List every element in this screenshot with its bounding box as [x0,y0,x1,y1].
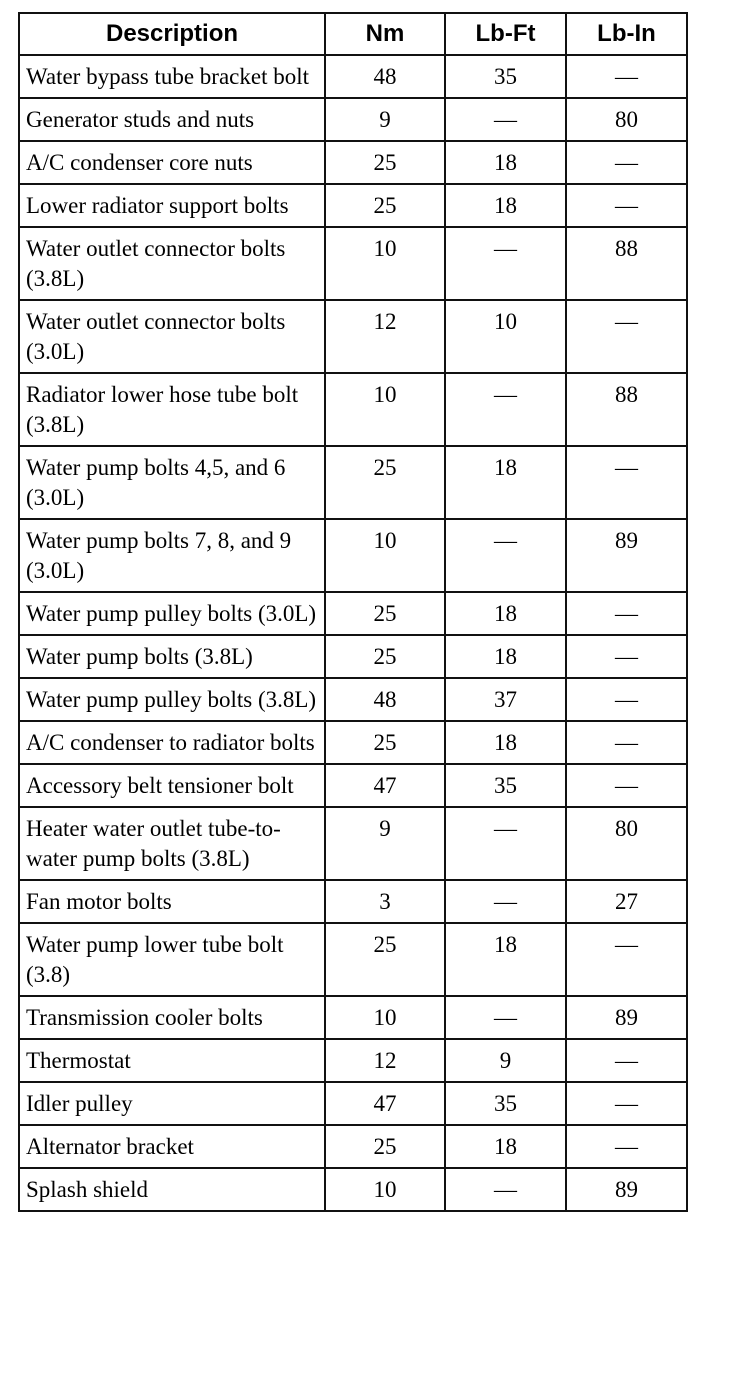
cell-description-text: Water outlet connector bolts (3.8L) [26,236,286,291]
cell-lbin-text: — [615,730,638,755]
cell-description [19,184,325,227]
cell-lbft-text: 18 [494,150,517,175]
cell-lbin-text: 89 [615,528,638,553]
cell-lbft [445,807,566,880]
cell-nm-text: 25 [373,455,397,480]
cell-nm [325,446,445,519]
cell-lbin [566,764,687,807]
cell-lbft [445,678,566,721]
cell-nm-text: 10 [373,1005,397,1030]
cell-lbft [445,141,566,184]
header-row [19,13,687,55]
cell-lbin-text: — [615,309,638,334]
cell-nm-text: 48 [373,64,397,89]
cell-lbin [566,678,687,721]
table-row [19,678,687,721]
table-row [19,184,687,227]
cell-lbin [566,1125,687,1168]
cell-lbft [445,1168,566,1211]
cell-lbft [445,227,566,300]
table-header [19,13,687,55]
cell-lbin [566,1082,687,1125]
cell-lbin-text: — [615,193,638,218]
cell-lbin [566,55,687,98]
cell-nm [325,55,445,98]
cell-lbin-text: 89 [615,1177,638,1202]
cell-lbft [445,55,566,98]
torque-spec-table [18,12,688,1212]
cell-lbft [445,592,566,635]
cell-nm-text: 48 [373,687,397,712]
cell-lbft [445,300,566,373]
header-lbft: Lb-Ft [445,13,566,55]
cell-lbin-text: — [615,601,638,626]
cell-description-text: Water pump bolts 4,5, and 6 (3.0L) [26,455,286,510]
cell-nm-text: 12 [373,309,397,334]
cell-description-text: Water pump bolts 7, 8, and 9 (3.0L) [26,528,292,583]
cell-lbft-text: 18 [494,1134,517,1159]
cell-nm [325,996,445,1039]
cell-nm-text: 25 [373,730,397,755]
cell-lbft-text: 18 [494,932,517,957]
cell-lbft-text: — [494,1005,517,1030]
cell-lbin-text: — [615,644,638,669]
cell-lbin-text: 27 [615,889,638,914]
table-row [19,446,687,519]
cell-lbft-text: 18 [494,193,517,218]
cell-nm [325,141,445,184]
cell-lbin-text: — [615,773,638,798]
header-lbin: Lb-In [566,13,687,55]
cell-nm [325,678,445,721]
cell-description-text: A/C condenser core nuts [26,150,253,175]
cell-lbin-text: — [615,64,638,89]
cell-nm [325,98,445,141]
cell-nm [325,1039,445,1082]
cell-nm [325,721,445,764]
cell-lbft [445,1082,566,1125]
cell-description [19,98,325,141]
cell-lbin [566,141,687,184]
cell-lbin-text: 80 [615,816,638,841]
cell-description-text: Water outlet connector bolts (3.0L) [26,309,286,364]
cell-lbft [445,1039,566,1082]
table-row [19,996,687,1039]
cell-lbft-text: 18 [494,730,517,755]
cell-description-text: Idler pulley [26,1091,133,1116]
cell-nm-text: 25 [373,1134,397,1159]
cell-lbin [566,227,687,300]
cell-lbin-text: 88 [615,382,638,407]
cell-description-text: Water pump bolts (3.8L) [26,644,253,669]
cell-nm-text: 25 [373,193,397,218]
cell-lbft [445,880,566,923]
cell-nm [325,1125,445,1168]
cell-lbft-text: 9 [499,1048,512,1073]
cell-nm-text: 10 [373,528,397,553]
cell-description-text: Generator studs and nuts [26,107,255,132]
cell-description [19,635,325,678]
cell-description-text: A/C condenser to radiator bolts [26,730,315,755]
table-body [19,55,687,1211]
cell-lbft-text: 10 [494,309,517,334]
cell-lbft [445,1125,566,1168]
cell-description [19,807,325,880]
cell-nm [325,880,445,923]
table-row [19,300,687,373]
cell-lbin-text: — [615,932,638,957]
cell-lbin-text: 89 [615,1005,638,1030]
cell-lbft [445,721,566,764]
cell-description [19,996,325,1039]
table-row [19,373,687,446]
cell-lbft [445,519,566,592]
cell-nm [325,227,445,300]
table-row [19,1125,687,1168]
cell-description [19,721,325,764]
cell-description-text: Thermostat [26,1048,131,1073]
table-row [19,592,687,635]
cell-nm-text: 10 [373,236,397,261]
cell-lbin-text: 80 [615,107,638,132]
cell-description-text: Water pump pulley bolts (3.8L) [26,687,317,712]
table-row [19,227,687,300]
cell-nm-text: 12 [373,1048,397,1073]
cell-description-text: Water pump lower tube bolt (3.8) [26,932,284,987]
cell-lbin-text: — [615,150,638,175]
table-row [19,721,687,764]
cell-lbft-text: 35 [494,773,517,798]
table-row [19,880,687,923]
cell-lbin [566,880,687,923]
cell-description-text: Water bypass tube bracket bolt [26,64,309,89]
cell-description [19,519,325,592]
cell-nm-text: 10 [373,1177,397,1202]
cell-nm-text: 47 [373,1091,397,1116]
cell-lbin [566,807,687,880]
table-row [19,1168,687,1211]
cell-nm-text: 9 [379,107,391,132]
cell-lbft-text: — [494,1177,517,1202]
header-nm: Nm [325,13,445,55]
cell-nm [325,592,445,635]
cell-lbin [566,996,687,1039]
cell-description-text: Water pump pulley bolts (3.0L) [26,601,317,626]
cell-lbft-text: — [494,382,517,407]
cell-lbft-text: 18 [494,455,517,480]
cell-description-text: Heater water outlet tube-to-water pump bolts (3.8L) [26,816,281,871]
cell-lbft [445,923,566,996]
cell-lbin [566,592,687,635]
cell-lbft-text: 37 [494,687,517,712]
cell-nm-text: 10 [373,382,397,407]
cell-description [19,678,325,721]
cell-lbft [445,98,566,141]
cell-description [19,1082,325,1125]
table-row [19,141,687,184]
cell-nm [325,373,445,446]
cell-lbft-text: 18 [494,601,517,626]
table-row [19,1082,687,1125]
cell-lbin [566,1039,687,1082]
cell-lbin-text: — [615,455,638,480]
cell-nm-text: 9 [379,816,391,841]
cell-lbft [445,184,566,227]
cell-description [19,446,325,519]
cell-lbin [566,1168,687,1211]
cell-nm [325,1082,445,1125]
cell-description-text: Radiator lower hose tube bolt (3.8L) [26,382,299,437]
cell-description-text: Splash shield [26,1177,149,1202]
cell-lbft-text: — [494,816,517,841]
cell-nm [325,300,445,373]
cell-description [19,300,325,373]
table-row [19,519,687,592]
cell-lbft-text: 35 [494,1091,517,1116]
cell-lbft-text: 35 [494,64,517,89]
cell-description [19,55,325,98]
cell-lbin-text: — [615,1048,638,1073]
cell-lbft [445,764,566,807]
cell-lbin-text: — [615,1091,638,1116]
cell-description-text: Accessory belt tensioner bolt [26,773,294,798]
cell-lbin [566,98,687,141]
cell-lbin [566,923,687,996]
cell-nm [325,764,445,807]
cell-lbft-text: — [494,528,517,553]
cell-description-text: Transmission cooler bolts [26,1005,263,1030]
table-row [19,764,687,807]
table-row [19,1039,687,1082]
cell-description [19,373,325,446]
cell-lbin [566,519,687,592]
cell-description [19,1039,325,1082]
cell-lbft [445,996,566,1039]
cell-lbin-text: — [615,687,638,712]
cell-lbin [566,373,687,446]
cell-lbin [566,721,687,764]
cell-lbin [566,184,687,227]
table-row [19,635,687,678]
cell-description [19,141,325,184]
cell-lbin-text: 88 [615,236,638,261]
cell-nm [325,184,445,227]
cell-description [19,923,325,996]
cell-description-text: Alternator bracket [26,1134,194,1159]
cell-description [19,1168,325,1211]
cell-description-text: Fan motor bolts [26,889,172,914]
cell-lbin [566,300,687,373]
cell-lbin [566,446,687,519]
cell-lbft-text: — [494,107,517,132]
cell-lbft-text: 18 [494,644,517,669]
cell-description [19,1125,325,1168]
cell-description-text: Lower radiator support bolts [26,193,289,218]
cell-nm-text: 25 [373,601,397,626]
cell-nm [325,1168,445,1211]
cell-lbft [445,635,566,678]
table-row [19,98,687,141]
cell-nm-text: 3 [379,889,391,914]
table-row [19,807,687,880]
cell-nm-text: 25 [373,644,397,669]
cell-lbft [445,446,566,519]
cell-lbft [445,373,566,446]
header-description: Description [19,13,325,55]
cell-description [19,227,325,300]
cell-lbin [566,635,687,678]
cell-nm [325,807,445,880]
cell-description [19,592,325,635]
cell-nm-text: 25 [373,932,397,957]
cell-description [19,880,325,923]
cell-lbin-text: — [615,1134,638,1159]
cell-description [19,764,325,807]
table-row [19,923,687,996]
table-row [19,55,687,98]
cell-lbft-text: — [494,889,517,914]
cell-nm [325,519,445,592]
cell-lbft-text: — [494,236,517,261]
cell-nm [325,923,445,996]
cell-nm-text: 47 [373,773,397,798]
cell-nm-text: 25 [373,150,397,175]
cell-nm [325,635,445,678]
